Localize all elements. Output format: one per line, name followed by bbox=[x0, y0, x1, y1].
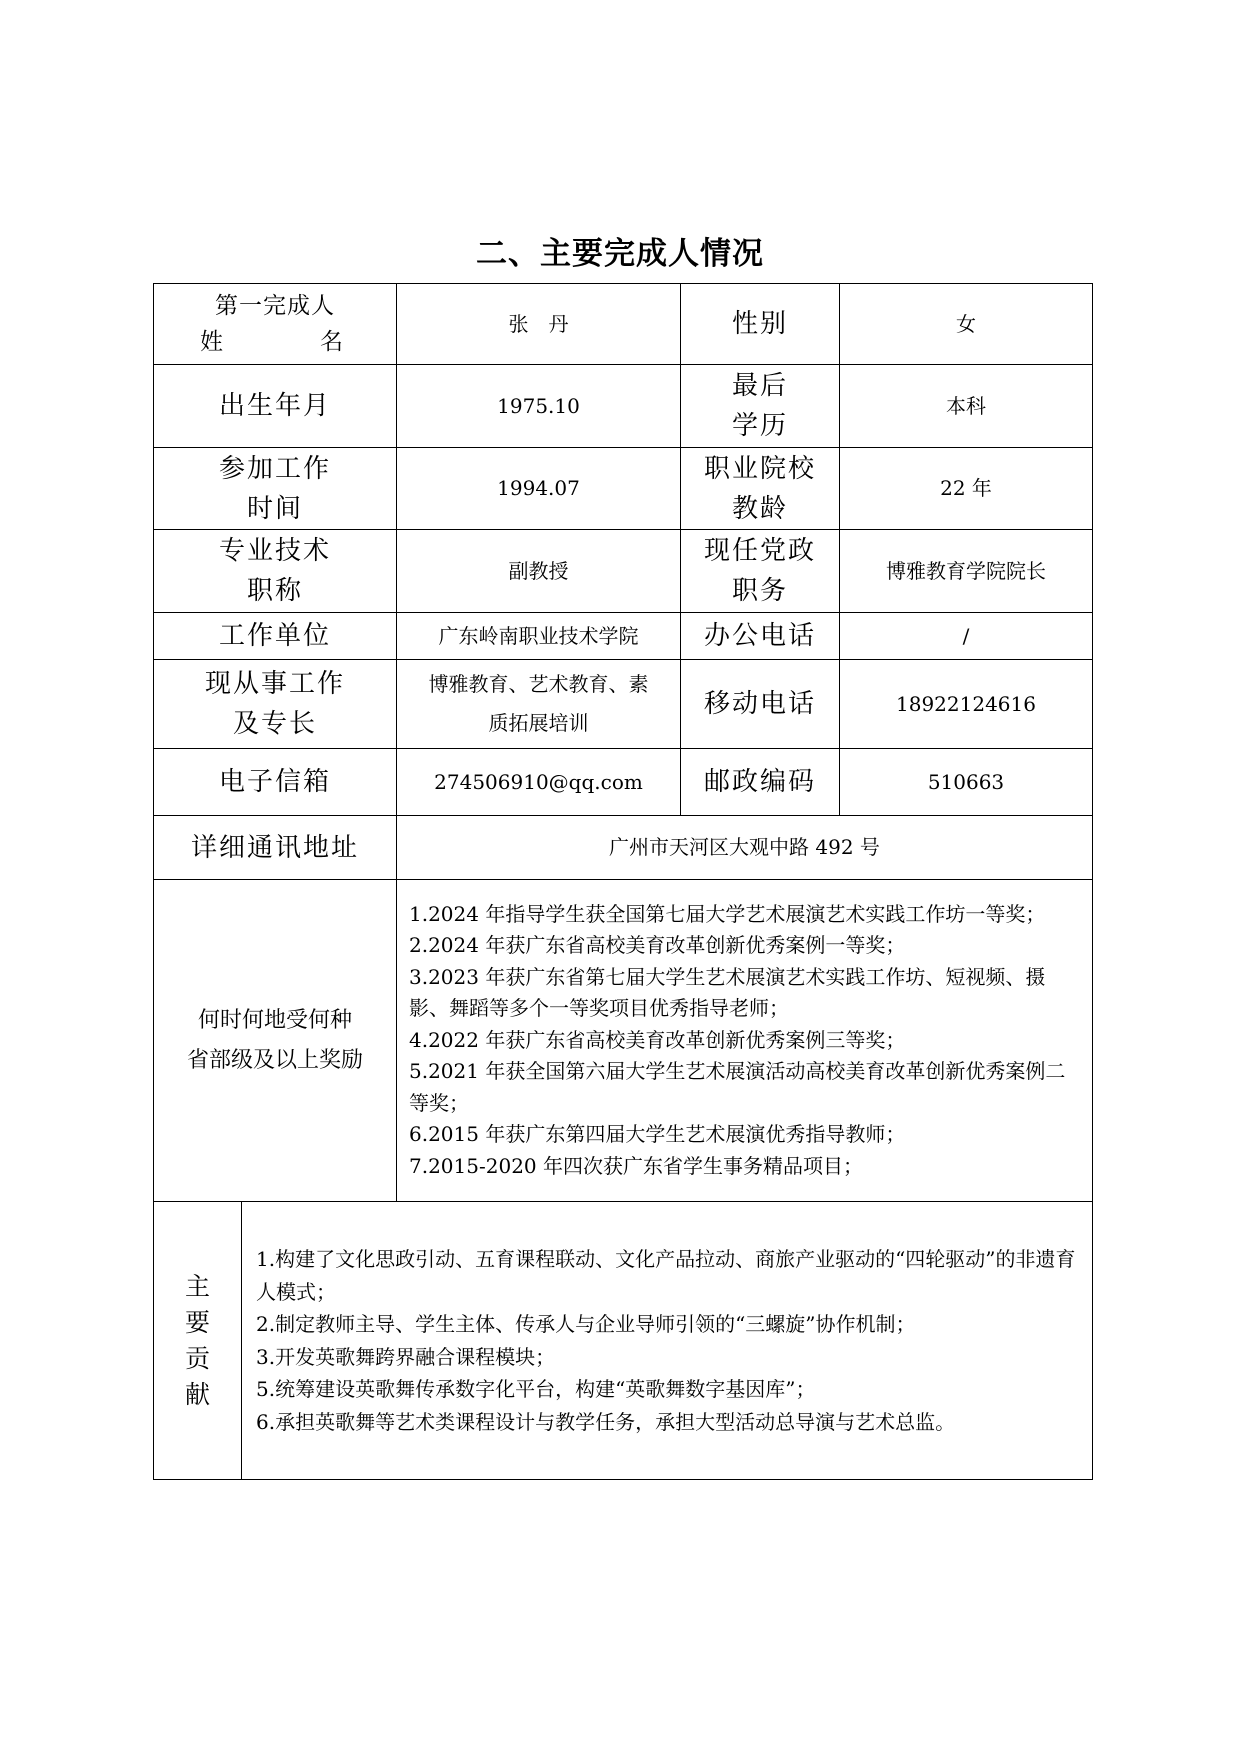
work-start-label bbox=[154, 448, 397, 530]
contribution-item: 5.统筹建设英歌舞传承数字化平台，构建“英歌舞数字基因库”； bbox=[256, 1377, 816, 1401]
position-label bbox=[681, 530, 840, 613]
professional-title-label-line1: 专业技术 bbox=[218, 536, 331, 566]
name-label-char1: 姓 bbox=[200, 329, 224, 355]
contribution-item: 3.开发英歌舞跨界融合课程模块； bbox=[256, 1344, 556, 1369]
gender-value: 女 bbox=[840, 284, 1093, 365]
specialty-row bbox=[154, 660, 1093, 749]
mobile-phone-label: 移动电话 bbox=[681, 660, 840, 749]
award-item: 1.2024 年指导学生获全国第七届大学艺术展演艺术实践工作坊一等奖； bbox=[409, 901, 1046, 926]
birth-row bbox=[154, 365, 1093, 448]
birth-label: 出生年月 bbox=[154, 365, 397, 448]
professional-title-label bbox=[154, 530, 397, 613]
email-label: 电子信箱 bbox=[154, 749, 397, 816]
info-table bbox=[153, 283, 1093, 1480]
awards-label-line1: 何时何地受何种 bbox=[197, 1007, 352, 1033]
name-label bbox=[154, 284, 397, 365]
education-label-line2: 学历 bbox=[731, 411, 788, 441]
birth-value: 1975.10 bbox=[397, 365, 681, 448]
address-value: 广州市天河区大观中路 492 号 bbox=[397, 816, 1093, 880]
specialty-label bbox=[154, 660, 397, 749]
unit-value: 广东岭南职业技术学院 bbox=[397, 613, 681, 660]
name-label-line2 bbox=[154, 324, 396, 360]
postal-code-label: 邮政编码 bbox=[681, 749, 840, 816]
work-start-label-line1: 参加工作 bbox=[218, 453, 331, 484]
email-row bbox=[154, 749, 1093, 816]
unit-label: 工作单位 bbox=[154, 613, 397, 660]
contribution-item: 2.制定教师主导、学生主体、传承人与企业导师引领的“三螺旋”协作机制； bbox=[256, 1312, 916, 1336]
contributions-label-char: 主 bbox=[184, 1271, 210, 1301]
contributions-label-char: 贡 bbox=[184, 1343, 210, 1373]
teaching-years-label-line1: 职业院校 bbox=[703, 453, 816, 484]
contribution-item: 6.承担英歌舞等艺术类课程设计与教学任务，承担大型活动总导演与艺术总监。 bbox=[256, 1409, 956, 1434]
contributions-list bbox=[242, 1202, 1093, 1480]
award-item: 3.2023 年获广东省第七届大学生艺术展演艺术实践工作坊、短视频、摄影、舞蹈等多个一等奖项目优秀指导老师； bbox=[409, 964, 1046, 1021]
teaching-years-label bbox=[681, 448, 840, 530]
gender-label: 性别 bbox=[681, 284, 840, 365]
contributions-row bbox=[154, 1202, 1093, 1480]
specialty-value bbox=[397, 660, 681, 749]
teaching-years-value: 22 年 bbox=[840, 448, 1093, 530]
address-label: 详细通讯地址 bbox=[154, 816, 397, 880]
position-label-line2: 职务 bbox=[731, 576, 788, 606]
specialty-value-line1: 博雅教育、艺术教育、素 bbox=[428, 672, 649, 696]
award-item: 6.2015 年获广东第四届大学生艺术展演优秀指导教师； bbox=[409, 1122, 906, 1147]
award-item: 7.2015-2020 年四次获广东省学生事务精品项目； bbox=[409, 1153, 863, 1178]
professional-title-value: 副教授 bbox=[397, 530, 681, 613]
awards-row bbox=[154, 880, 1093, 1202]
page-title: 二、主要完成人情况 bbox=[476, 236, 764, 272]
awards-list bbox=[397, 880, 1093, 1202]
office-phone-value: / bbox=[840, 613, 1093, 660]
work-start-row bbox=[154, 448, 1093, 530]
name-value: 张 丹 bbox=[397, 284, 681, 365]
award-item: 2.2024 年获广东省高校美育改革创新优秀案例一等奖； bbox=[409, 933, 906, 958]
contributions-label-char: 献 bbox=[184, 1379, 210, 1409]
professional-title-label-line2: 职称 bbox=[246, 576, 303, 606]
education-label bbox=[681, 365, 840, 448]
specialty-label-line2: 及专长 bbox=[232, 709, 317, 739]
postal-code-value: 510663 bbox=[840, 749, 1093, 816]
address-row bbox=[154, 816, 1093, 880]
contribution-item: 1.构建了文化思政引动、五育课程联动、文化产品拉动、商旅产业驱动的“四轮驱动”的非遗育人模式； bbox=[256, 1247, 1076, 1304]
specialty-label-line1: 现从事工作 bbox=[204, 669, 345, 699]
name-label-char2: 名 bbox=[320, 329, 344, 355]
email-value: 274506910@qq.com bbox=[397, 749, 681, 816]
unit-row bbox=[154, 613, 1093, 660]
awards-label bbox=[154, 880, 397, 1202]
education-label-line1: 最后 bbox=[731, 371, 788, 401]
contributions-label bbox=[154, 1202, 242, 1480]
position-label-line1: 现任党政 bbox=[703, 536, 816, 566]
contributions-label-char: 要 bbox=[184, 1307, 210, 1337]
mobile-phone-value: 18922124616 bbox=[840, 660, 1093, 749]
teaching-years-label-line2: 教龄 bbox=[731, 493, 788, 524]
awards-label-line2: 省部级及以上奖励 bbox=[186, 1047, 363, 1073]
award-item: 4.2022 年获广东省高校美育改革创新优秀案例三等奖； bbox=[409, 1027, 906, 1052]
name-label-line1: 第一完成人 bbox=[215, 293, 335, 319]
specialty-value-line2: 质拓展培训 bbox=[488, 711, 589, 735]
education-value: 本科 bbox=[840, 365, 1093, 448]
title-row bbox=[154, 530, 1093, 613]
name-row bbox=[154, 284, 1093, 365]
award-item: 5.2021 年获全国第六届大学生艺术展演活动高校美育改革创新优秀案例二等奖； bbox=[409, 1059, 1066, 1115]
work-start-label-line2: 时间 bbox=[246, 493, 303, 524]
position-value: 博雅教育学院院长 bbox=[840, 530, 1093, 613]
office-phone-label: 办公电话 bbox=[681, 613, 840, 660]
work-start-value: 1994.07 bbox=[397, 448, 681, 530]
